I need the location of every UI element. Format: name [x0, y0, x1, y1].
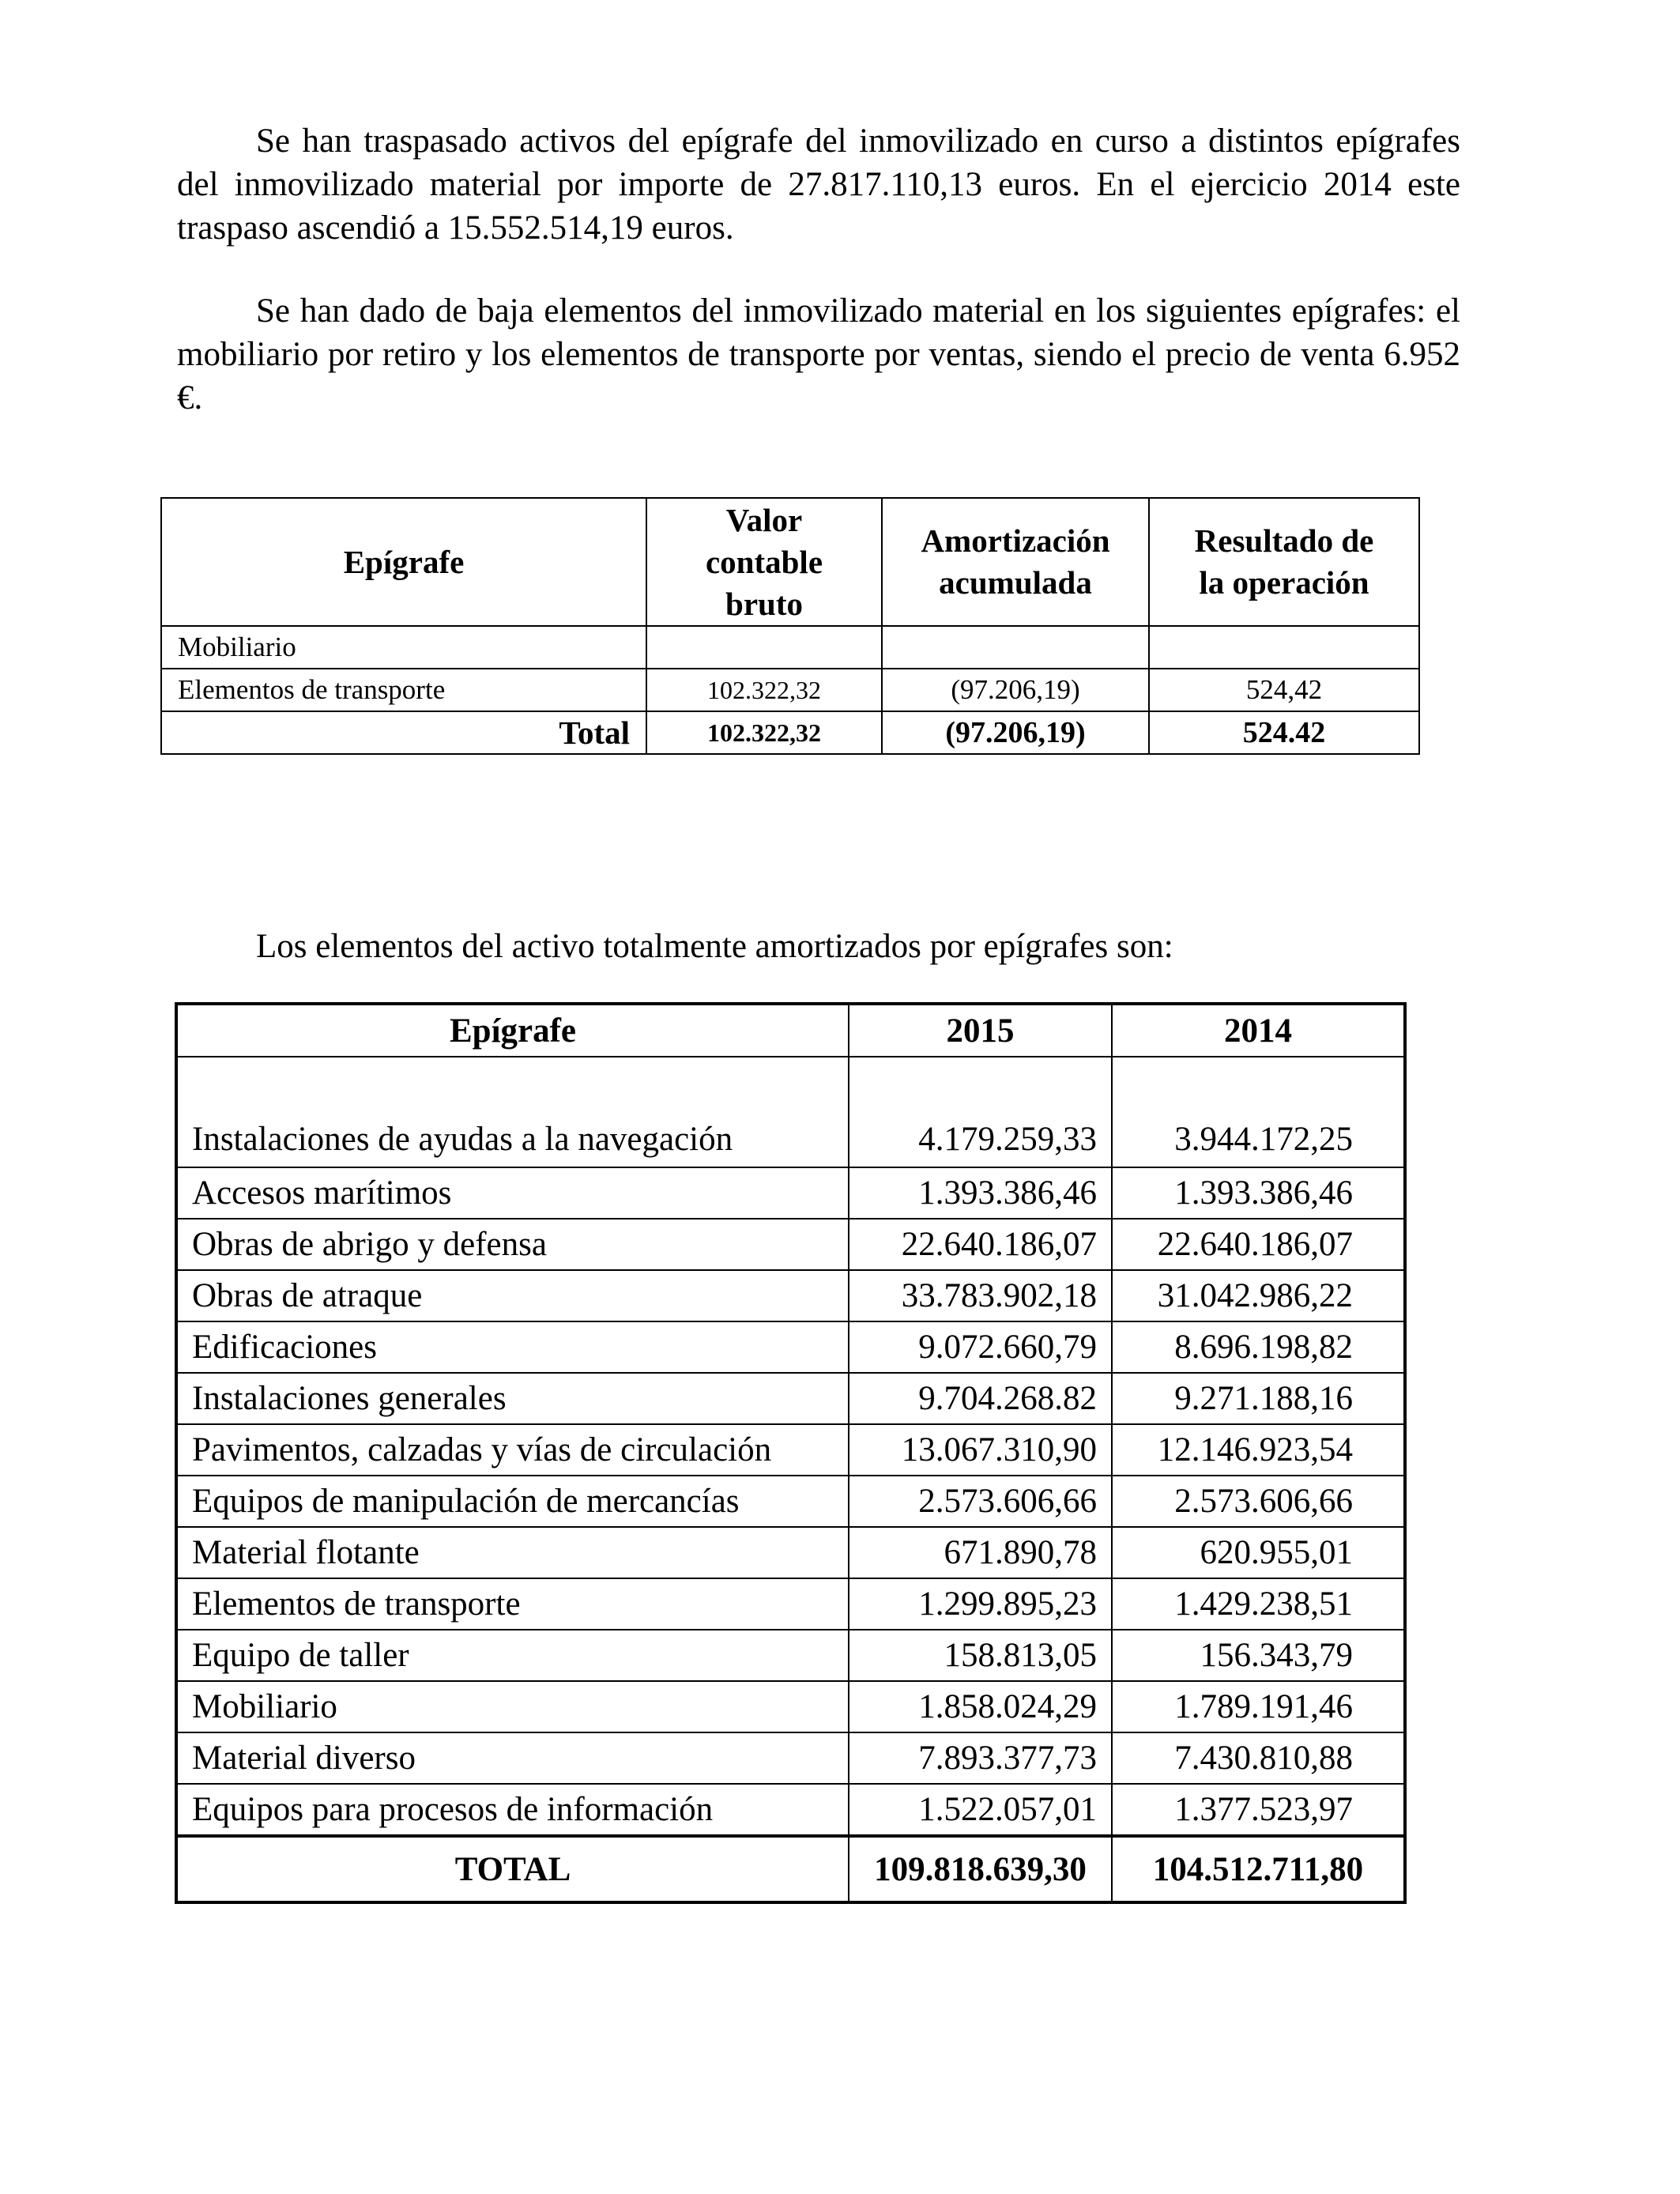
- disposals-table: [160, 497, 1420, 755]
- row-label: Material flotante: [176, 1527, 849, 1578]
- table-row: [176, 1527, 1405, 1578]
- row-label: Equipo de taller: [176, 1630, 849, 1681]
- row-label: Mobiliario: [176, 1681, 849, 1732]
- row-2014: 1.393.386,46: [1112, 1167, 1405, 1219]
- row-label: Accesos marítimos: [176, 1167, 849, 1219]
- fully-amortized-table: [175, 1002, 1407, 1904]
- table-row: [176, 1424, 1405, 1476]
- row-label: Elementos de transporte: [176, 1578, 849, 1630]
- total-valor: 102.322,32: [646, 711, 882, 754]
- total-2014: 104.512.711,80: [1112, 1836, 1405, 1902]
- row-label: Elementos de transporte: [161, 669, 646, 711]
- row-2014: 156.343,79: [1112, 1630, 1405, 1681]
- paragraph-fully-amortized: [177, 925, 1460, 968]
- table-row: [176, 1784, 1405, 1836]
- row-2015: 7.893.377,73: [849, 1732, 1112, 1784]
- row-2014: 3.944.172,25: [1112, 1057, 1405, 1167]
- header-epigrafe: Epígrafe: [176, 1004, 849, 1057]
- header-amortizacion: [882, 498, 1149, 626]
- table-row: [176, 1476, 1405, 1527]
- paragraph-fully-amortized-text: Los elementos del activo totalmente amortizados por epígrafes son:: [256, 928, 1173, 965]
- row-2014: 31.042.986,22: [1112, 1270, 1405, 1321]
- table-row: [176, 1057, 1405, 1167]
- row-2015: 158.813,05: [849, 1630, 1112, 1681]
- header-amortizacion-text: Amortización acumulada: [921, 522, 1110, 601]
- table-row: [176, 1630, 1405, 1681]
- row-2015: 4.179.259,33: [849, 1057, 1112, 1167]
- header-resultado-text: Resultado de la operación: [1194, 522, 1374, 601]
- row-valor: [646, 626, 882, 669]
- row-label: Edificaciones: [176, 1321, 849, 1373]
- row-2015: 33.783.902,18: [849, 1270, 1112, 1321]
- paragraph-disposals: [177, 289, 1460, 420]
- header-2015: 2015: [849, 1004, 1112, 1057]
- row-2014: 2.573.606,66: [1112, 1476, 1405, 1527]
- row-2015: 13.067.310,90: [849, 1424, 1112, 1476]
- table-row: [176, 1219, 1405, 1270]
- total-amortizacion: (97.206,19): [882, 711, 1149, 754]
- total-label: TOTAL: [176, 1836, 849, 1902]
- row-label: Instalaciones generales: [176, 1373, 849, 1424]
- disposals-table-header: [161, 498, 1419, 626]
- total-resultado: 524.42: [1149, 711, 1419, 754]
- table-row: [176, 1732, 1405, 1784]
- row-2014: 1.789.191,46: [1112, 1681, 1405, 1732]
- header-valor-contable: [646, 498, 882, 626]
- table-row: [176, 1270, 1405, 1321]
- table-total-row: [161, 711, 1419, 754]
- row-label: Obras de atraque: [176, 1270, 849, 1321]
- row-2014: 1.377.523,97: [1112, 1784, 1405, 1836]
- header-2014: 2014: [1112, 1004, 1405, 1057]
- row-2015: 9.072.660,79: [849, 1321, 1112, 1373]
- row-2014: 8.696.198,82: [1112, 1321, 1405, 1373]
- total-2015: 109.818.639,30: [849, 1836, 1112, 1902]
- header-epigrafe: Epígrafe: [161, 498, 646, 626]
- row-resultado: [1149, 626, 1419, 669]
- row-2014: 22.640.186,07: [1112, 1219, 1405, 1270]
- row-2015: 1.858.024,29: [849, 1681, 1112, 1732]
- row-valor: 102.322,32: [646, 669, 882, 711]
- row-label: Equipos para procesos de información: [176, 1784, 849, 1836]
- row-2015: 1.299.895,23: [849, 1578, 1112, 1630]
- paragraph-transfers-text: Se han traspasado activos del epígrafe del inmovilizado en curso a distintos epígrafes del inmovilizado material por importe de 27.817.110,13 euros. En el ejercicio 2014 este traspaso ascendió a 15.552.514,19 euros.: [177, 123, 1460, 247]
- table-row: [161, 626, 1419, 669]
- header-resultado: [1149, 498, 1419, 626]
- row-2015: 2.573.606,66: [849, 1476, 1112, 1527]
- row-resultado: 524,42: [1149, 669, 1419, 711]
- row-label: Mobiliario: [161, 626, 646, 669]
- row-amortizacion: (97.206,19): [882, 669, 1149, 711]
- header-valor-contable-text: Valor contable bruto: [705, 501, 823, 622]
- table-row: [176, 1373, 1405, 1424]
- row-label: Material diverso: [176, 1732, 849, 1784]
- fully-amortized-header: [176, 1004, 1405, 1057]
- row-label: Equipos de manipulación de mercancías: [176, 1476, 849, 1527]
- table-total-row: [176, 1836, 1405, 1902]
- table-row: [176, 1321, 1405, 1373]
- row-2015: 1.522.057,01: [849, 1784, 1112, 1836]
- row-2015: 22.640.186,07: [849, 1219, 1112, 1270]
- total-label: Total: [161, 711, 646, 754]
- row-2015: 1.393.386,46: [849, 1167, 1112, 1219]
- row-2014: 12.146.923,54: [1112, 1424, 1405, 1476]
- paragraph-transfers: [177, 119, 1460, 250]
- row-2014: 7.430.810,88: [1112, 1732, 1405, 1784]
- table-row: [176, 1167, 1405, 1219]
- row-label: Instalaciones de ayudas a la navegación: [176, 1057, 849, 1167]
- row-2014: 620.955,01: [1112, 1527, 1405, 1578]
- row-2015: 671.890,78: [849, 1527, 1112, 1578]
- paragraph-disposals-text: Se han dado de baja elementos del inmovilizado material en los siguientes epígrafes: el mobiliario por retiro y los elementos de transporte por ventas, siendo el precio de venta 6.952 €.: [177, 292, 1460, 417]
- table-row: [176, 1578, 1405, 1630]
- row-label: Pavimentos, calzadas y vías de circulación: [176, 1424, 849, 1476]
- row-2014: 9.271.188,16: [1112, 1373, 1405, 1424]
- row-amortizacion: [882, 626, 1149, 669]
- table-row: [176, 1681, 1405, 1732]
- row-label: Obras de abrigo y defensa: [176, 1219, 849, 1270]
- table-row: [161, 669, 1419, 711]
- row-2014: 1.429.238,51: [1112, 1578, 1405, 1630]
- row-2015: 9.704.268.82: [849, 1373, 1112, 1424]
